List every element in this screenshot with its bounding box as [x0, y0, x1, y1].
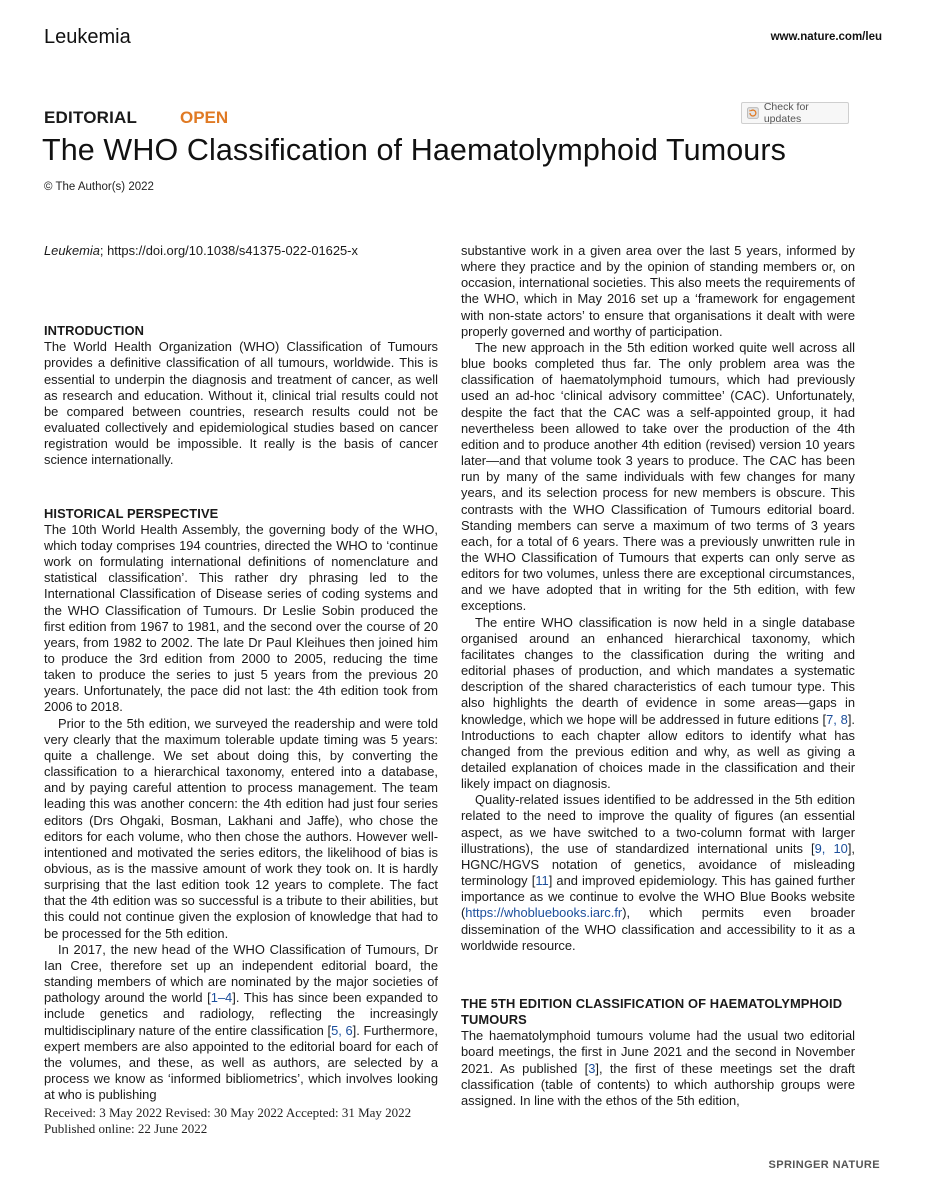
- received-revised-accepted: Received: 3 May 2022 Revised: 30 May 2022 Accepted: 31 May 2022: [44, 1105, 412, 1120]
- journal-website-link[interactable]: www.nature.com/leu: [770, 31, 882, 43]
- fifth-edition-paragraph: The haematolymphoid tumours volume had the usual two editorial board meetings, the first in June 2021 and the second in November 2021. As published [3], the first of these meetings set the draft classification (table of contents) to which authorship groups were assigned. In line with the ethos of the 5th edition,: [461, 1028, 856, 1108]
- citation-link[interactable]: 9, 10: [814, 840, 848, 856]
- open-access-label: OPEN: [180, 108, 229, 127]
- doi-journal: Leukemia: [44, 243, 100, 258]
- right-paragraph-3: The entire WHO classification is now held in a single database organised around an enhanced hierarchical taxonomy, which facilitates changes to the classification during the writing and editorial phases of production, and which mandates a systematic description of the shared characteristics of each tumour type. This also highlights the dearth of evidence in some areas—gaps in knowledge, which we hope will be addressed in future editions [7, 8]. Introductions to each chapter allow editors to identify what has changed from the previous edition and why, as well as giving a detailed explanation of choices made in the classification and their likely impact on diagnosis.: [461, 614, 855, 792]
- check-for-updates-button[interactable]: [741, 102, 849, 124]
- published-online: Published online: 22 June 2022: [44, 1121, 208, 1136]
- right-column: [461, 243, 855, 1109]
- whobluebooks-link[interactable]: https://whobluebooks.iarc.fr: [465, 905, 623, 921]
- check-for-updates-label: Check for updates: [763, 101, 809, 125]
- historical-paragraph-3: In 2017, the new head of the WHO Classification of Tumours, Dr Ian Cree, therefore set up an independent editorial board, the standing members of which are nominated by the major societies of pathology around the world [1–4]. This has since been expanded to include genetics and radiology, reflecting the increasingly multidisciplinary nature of the entire classification [5, 6]. Furthermore, expert members are also appointed to the editorial board for each of the volumes, and these, as well as authors, are selected by a process we know as ‘informed bibliometrics’, which involves looking at who is publishing: [44, 941, 438, 1103]
- right-paragraph-2: The new approach in the 5th edition worked quite well across all blue books completed thus far. The only problem area was the classification of haematolymphoid tumours, which had previously used an ad-hoc ‘clinical advisory committee’ (CAC). Unfortunately, despite the fact that the CAC was a self-appointed group, it had nevertheless been allowed to take over the production of the 4th edition and to produce another 4th edition (revised) version 10 years later—and that volume took 3 years to produce. The CAC has been run by many of the same individuals with few changes for many years, and its selection process for new members is obscure. This contrasts with the WHO Classification of Tumours editorial board. Standing members can serve a maximum of two terms of 3 years each, for a total of 6 years. There was a previously unwritten rule in the WHO Classification of Tumours that experts can only serve as editors for two volumes, unless there are exceptional circumstances, and we have adopted that in writing for the 5th edition, with few exceptions.: [461, 339, 855, 614]
- article-title: The WHO Classification of Haematolymphoid Tumours: [42, 133, 786, 167]
- doi-line: [44, 243, 438, 259]
- citation-link[interactable]: 7, 8: [826, 711, 848, 727]
- citation-link[interactable]: 5, 6: [331, 1022, 353, 1038]
- publication-dates: [44, 1105, 411, 1137]
- introduction-heading: INTRODUCTION: [44, 323, 145, 339]
- refresh-icon: [747, 107, 759, 119]
- historical-perspective-heading: HISTORICAL PERSPECTIVE: [44, 505, 219, 521]
- left-column: [44, 243, 438, 1103]
- copyright-notice: © The Author(s) 2022: [44, 181, 154, 193]
- right-paragraph-1: substantive work in a given area over the last 5 years, informed by where they practice and by the opinion of standing members or, on occasion, international societies. This also meets the requirements of the WHO, which in May 2016 set up a ‘framework for engagement with non-state actors’ to ensure that organisations it dealt with were properly governed and worthy of participation.: [461, 243, 855, 339]
- introduction-paragraph: The World Health Organization (WHO) Classification of Tumours provides a definitive classification of all tumours, worldwide. This is essential to underpin the diagnosis and treatment of cancer, as well as research and education. Without it, clinical trial results could not be compared between countries, research results could not be evaluated collectively and epidemiological studies based on cancer registration would be impossible. It really is the basis of cancer science internationally.: [44, 339, 438, 468]
- citation-link[interactable]: 11: [535, 873, 549, 889]
- historical-paragraph-2: Prior to the 5th edition, we surveyed the readership and were told very clearly that the maximum tolerable update timing was 5 years: quite a challenge. We set about doing this, by converting the classification to a hierarchical taxonomy, entered into a database, and by paying careful attention to process management. The team leading this was another concern: the 4th edition had just four series editors (Drs Ohgaki, Bosman, Lakhani and Jaffe), who chose the editors for each volume, who then chose the authors. However well-intentioned and motivated the series editors, the likelihood of bias is obvious, as is the massive amount of work they took on. It is hardly surprising that the last edition took 12 years to complete. The fact that the 4th edition was so successful is a tribute to their abilities, but this could not continue given the explosion of knowledge that had to be processed for the 5th edition.: [44, 715, 438, 941]
- publisher-logo: SPRINGER NATURE: [768, 1159, 880, 1171]
- doi-link[interactable]: ; https://doi.org/10.1038/s41375-022-01625-x: [99, 243, 358, 258]
- right-paragraph-4: Quality-related issues identified to be addressed in the 5th edition related to the need to improve the quality of figures (an essential aspect, as we have switched to a two-column format with larger illustrations), the use of standardized international units [9, 10], HGNC/HGVS notation of genetics, avoidance of misleading terminology [11] and improved epidemiology. This has gained further importance as we continue to evolve the WHO Blue Books website (https://whobluebooks.iarc.fr), which permits even broader dissemination of the WHO classification and accessibility to it as a worldwide resource.: [461, 792, 856, 953]
- citation-link[interactable]: 1–4: [210, 990, 233, 1006]
- journal-name: Leukemia: [44, 26, 131, 48]
- citation-link[interactable]: 3: [588, 1060, 596, 1076]
- article-type-label: EDITORIAL: [44, 108, 138, 127]
- fifth-edition-heading: THE 5TH EDITION CLASSIFICATION OF HAEMATOLYMPHOID TUMOURS: [461, 995, 843, 1028]
- historical-paragraph-1: The 10th World Health Assembly, the governing body of the WHO, which today comprises 194 countries, directed the WHO to ‘continue work on formulating international definitions of nomenclature and statistical classification’. This rather dry phrasing led to the International Classification of Disease series of coding systems and the WHO Classification of Tumours. Dr Leslie Sobin produced the first edition from 1967 to 1981, and the second over the course of 20 years, from 1982 to 2002. The late Dr Paul Kleihues then joined him to produce the 3rd edition from 2000 to 2005, reducing the time taken to produce the series to just 5 years from the previous 20 years. Unfortunately, the pace did not last: the 4th edition took from 2006 to 2018.: [44, 521, 438, 715]
